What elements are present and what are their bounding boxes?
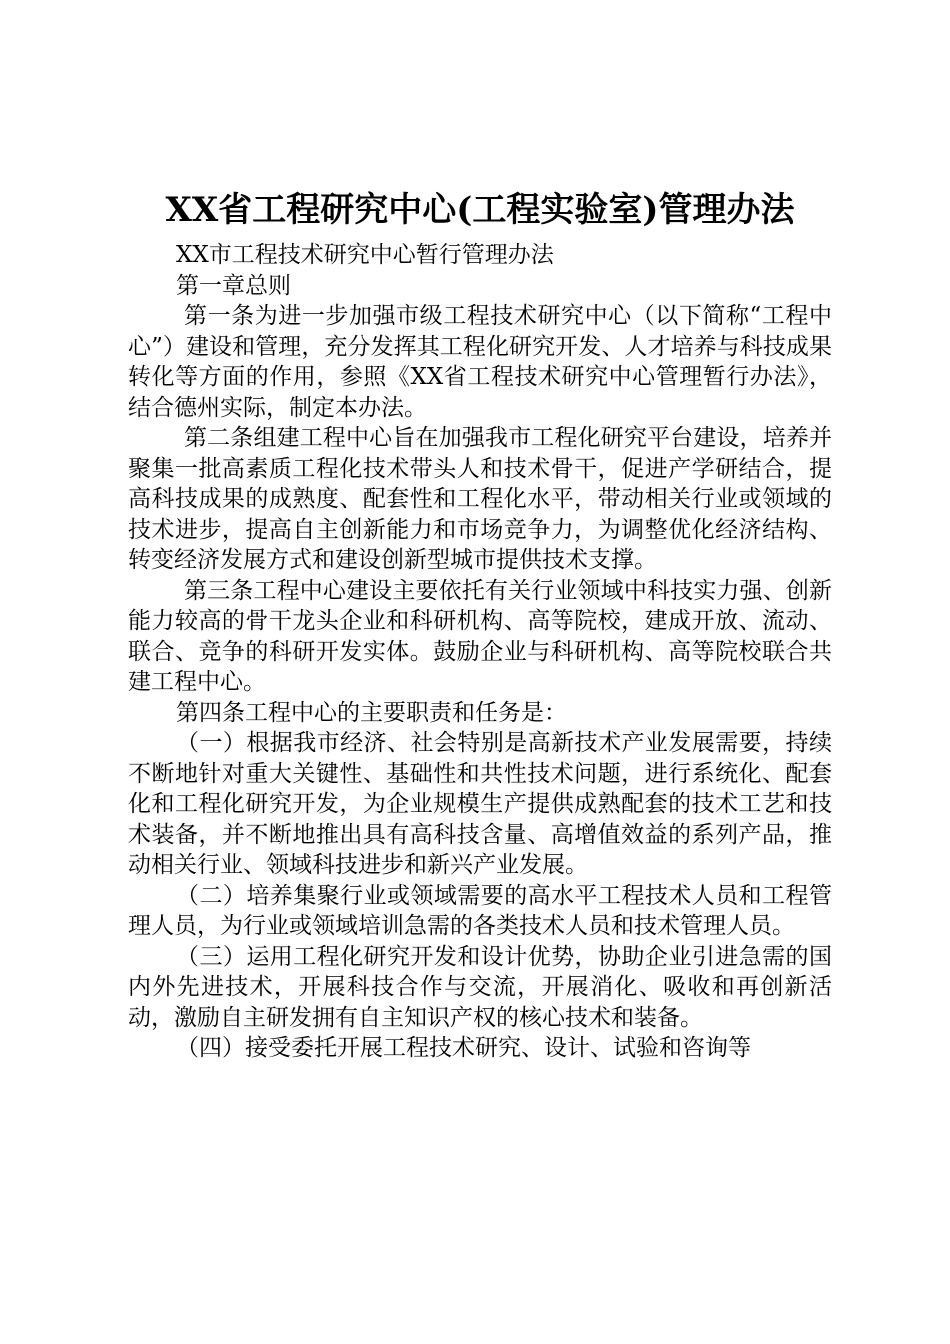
article-2-paragraph: 第二条组建工程中心旨在加强我市工程化研究平台建设，培养并聚集一批高素质工程化技术带头人和技术骨干，促进产学研结合，提高科技成果的成熟度、配套性和工程化水平，带动相关行业或领域的技术进步，提高自主创新能力和市场竞争力，为调整优化经济结构、转变经济发展方式和建设创新型城市提供技术支撑。 <box>128 425 832 573</box>
duty-1-paragraph: （一）根据我市经济、社会特别是高新技术产业发展需要，持续不断地针对重大关键性、基础性和共性技术问题，进行系统化、配套化和工程化研究开发，为企业规模生产提供成熟配套的技术工艺和技术装备，并不断地推出具有高科技含量、高增值效益的系列产品，推动相关行业、领域科技进步和新兴产业发展。 <box>128 730 832 878</box>
subtitle-paragraph: XX市工程技术研究中心暂行管理办法 <box>176 242 554 268</box>
chapter-heading: 第一章总则 <box>176 272 291 299</box>
article-3-paragraph: 第三条工程中心建设主要依托有关行业领域中科技实力强、创新能力较高的骨干龙头企业和科研机构、高等院校，建成开放、流动、联合、竞争的科研开发实体。鼓励企业与科研机构、高等院校联合共建工程中心。 <box>128 577 832 695</box>
document-title: XX省工程研究中心(工程实验室)管理办法 <box>165 190 795 230</box>
article-4-paragraph: 第四条工程中心的主要职责和任务是： <box>176 699 567 726</box>
article-1-paragraph: 第一条为进一步加强市级工程技术研究中心（以下简称“工程中心”）建设和管理，充分发挥其工程化研究开发、人才培养与科技成果转化等方面的作用，参照《XX省工程技术研究中心管理暂行办法》，结合德州实际，制定本办法。 <box>128 303 832 421</box>
duty-2-paragraph: （二）培养集聚行业或领域需要的高水平工程技术人员和工程管理人员，为行业或领域培训急需的各类技术人员和技术管理人员。 <box>128 882 832 939</box>
duty-3-paragraph: （三）运用工程化研究开发和设计优势，协助企业引进急需的国内外先进技术，开展科技合作与交流，开展消化、吸收和再创新活动，激励自主研发拥有自主知识产权的核心技术和装备。 <box>128 943 832 1031</box>
document-page <box>128 186 832 1064</box>
duty-4-paragraph: （四）接受委托开展工程技术研究、设计、试验和咨询等 <box>176 1035 751 1061</box>
